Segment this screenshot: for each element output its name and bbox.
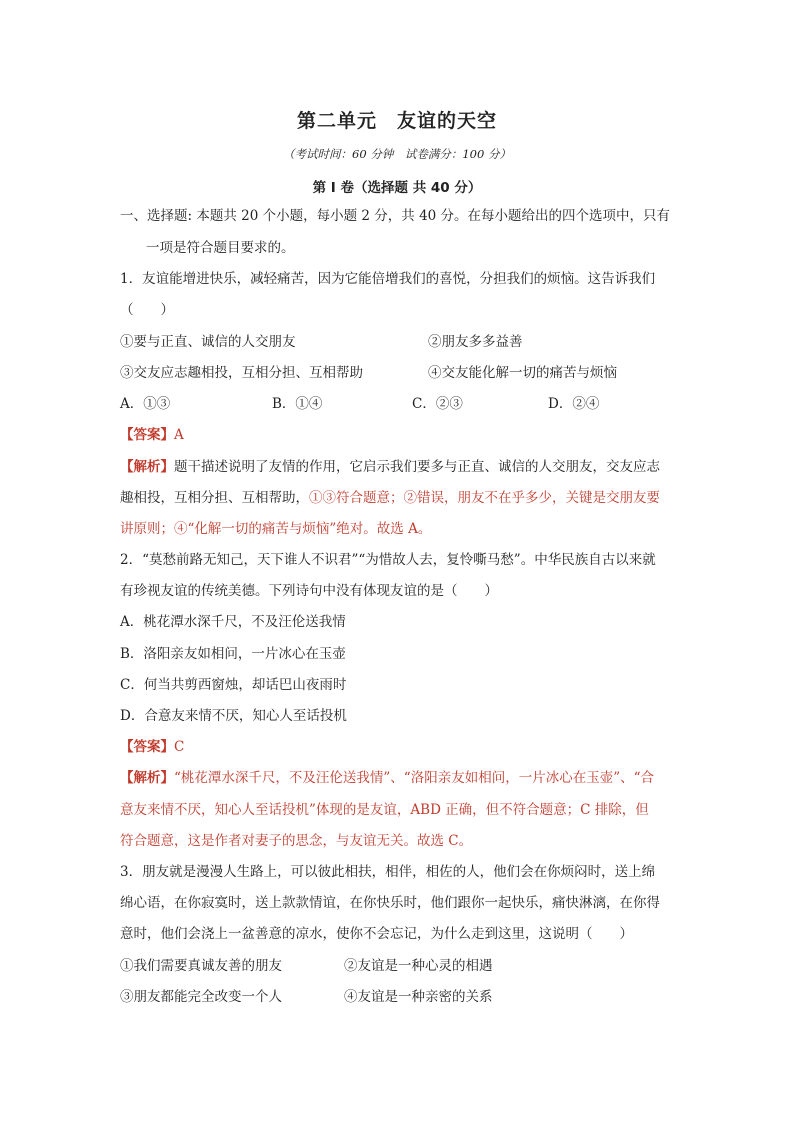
answer-tag: 【答案】 [120, 427, 174, 443]
q1-analysis-2 [120, 488, 660, 508]
q1-option-3: ③交友应志趣相投，互相分担、互相帮助 [120, 365, 363, 381]
q2-answer [120, 737, 184, 757]
q1-choice-a: A．①③ [120, 396, 171, 412]
q2-choice-b: B．洛阳亲友如相问，一片冰心在玉壶 [120, 646, 346, 662]
analysis-tag: 【解析】 [120, 770, 174, 786]
q2-analysis-1 [120, 768, 654, 788]
exam-info: （考试时间：60 分钟 试卷满分：100 分） [283, 147, 511, 161]
q3-option-4: ④友谊是一种亲密的关系 [344, 989, 493, 1005]
analysis-text: “桃花潭水深千尺，不及汪伦送我情”、“洛阳亲友如相问，一片冰心在玉壶”、“合 [174, 770, 655, 786]
q1-answer [120, 425, 184, 445]
q2-analysis-2: 意友来情不厌，知心人至话投机”体现的是友谊，ABD 正确，但不符合题意；C 排除，但 [120, 802, 649, 818]
q2-analysis-3: 符合题意，这是作者对妻子的思念，与友谊无关。故选 C。 [120, 833, 473, 849]
instructions-line-1: 一、选择题: 本题共 20 个小题，每小题 2 分，共 40 分。在每小题给出的四个选项中，只有 [120, 208, 671, 224]
q1-stem-2: （ ） [120, 302, 174, 318]
q3-stem-1: 3．朋友就是漫漫人生路上，可以彼此相扶，相伴，相佐的人，他们会在你烦闷时，送上绵 [120, 864, 656, 880]
q2-stem-1: 2．“莫愁前路无知己，天下谁人不识君”“为惜故人去，复怜嘶马愁”。中华民族自古以来就 [120, 552, 656, 568]
q3-option-2: ②友谊是一种心灵的相遇 [344, 958, 493, 974]
q3-option-3: ③朋友都能完全改变一个人 [120, 989, 282, 1005]
q1-choice-c: C．②③ [412, 396, 463, 412]
q2-choice-c: C．何当共剪西窗烛，却话巴山夜雨时 [120, 677, 347, 693]
q3-stem-2: 绵心语，在你寂寞时，送上款款情谊，在你快乐时，他们跟你一起快乐，痛快淋漓，在你得 [120, 895, 660, 911]
q1-option-2: ②朋友多多益善 [428, 334, 523, 350]
analysis-text: 题干描述说明了友情的作用，它启示我们要多与正直、诚信的人交朋友，交友应志 [174, 459, 660, 475]
q3-stem-3: 意时，他们会浇上一盆善意的凉水，使你不会忘记，为什么走到这里，这说明（ ） [120, 926, 633, 942]
q2-stem-2: 有珍视友谊的传统美德。下列诗句中没有体现友谊的是（ ） [120, 583, 498, 599]
q1-choice-b: B．①④ [272, 396, 323, 412]
answer-tag: 【答案】 [120, 739, 174, 755]
q1-analysis-1 [120, 457, 660, 477]
q1-analysis-3: 讲原则；④“化解一切的痛苦与烦恼”绝对。故选 A。 [120, 521, 432, 537]
answer-value: A [174, 427, 184, 443]
section-heading: 第 I 卷（选择题 共 40 分） [312, 180, 482, 196]
q1-option-4: ④交友能化解一切的痛苦与烦恼 [428, 365, 617, 381]
q3-option-1: ①我们需要真诚友善的朋友 [120, 958, 282, 974]
analysis-tag: 【解析】 [120, 459, 174, 475]
q1-stem-1: 1．友谊能增进快乐，减轻痛苦，因为它能倍增我们的喜悦，分担我们的烦恼。这告诉我们 [120, 271, 656, 287]
analysis-highlight: ①③符合题意；②错误，朋友不在乎多少，关键是交朋友要 [309, 490, 660, 506]
q2-choice-a: A．桃花潭水深千尺，不及汪伦送我情 [120, 614, 346, 630]
q1-option-1: ①要与正直、诚信的人交朋友 [120, 334, 296, 350]
answer-value: C [174, 739, 185, 755]
q2-choice-d: D．合意友来情不厌，知心人至话投机 [120, 708, 347, 724]
q1-choice-d: D．②④ [548, 396, 600, 412]
analysis-text: 趣相投，互相分担、互相帮助， [120, 490, 309, 506]
instructions-line-2: 一项是符合题目要求的。 [146, 240, 295, 256]
page-title: 第二单元 友谊的天空 [296, 110, 497, 132]
